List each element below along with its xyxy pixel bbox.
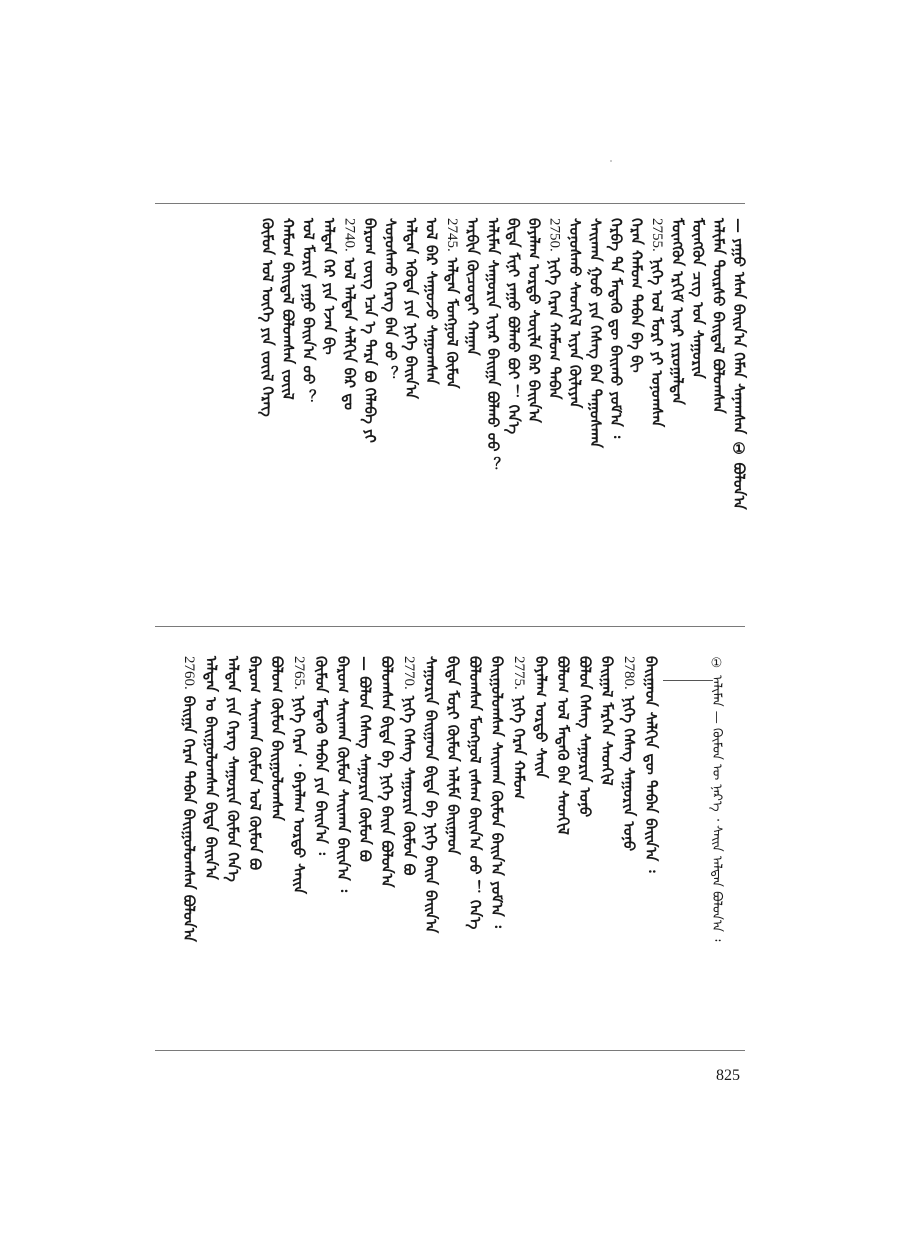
lower-line — [244, 656, 266, 1036]
line-text: ᠬᠠᠮᠤᠭ ᠪᠠᠢᠳᠠᠯ ᠪᠣᠯᠤᠭᠰᠠᠨ ᠵᠦᠢᠯ — [279, 218, 297, 400]
line-text: ᠪᠠᠢᠭᠠᠳ ᠰᠠᠯᠬᠢᠨ ᠳᠦ ᠲᠠᠪᠠᠨ ᠪᠠᠢᠨ᠎ᠠ ᠄ — [642, 656, 660, 873]
line-number: 2745. — [444, 218, 460, 252]
line-number: 2780. — [621, 656, 637, 690]
line-number: 2760. — [181, 656, 197, 690]
line-number: 2775. — [511, 656, 527, 690]
line-text: ᠠᠷᠪᠢᠨ ᠬᠦᠴᠦᠲᠡᠢ ᠬᠠᠭᠠᠨ — [463, 218, 482, 356]
line-text: ᠬᠡᠷᠡᠨ ᠬᠠᠮᠤᠭ ᠲᠠᠪᠠᠨ ᠪᠡ ᠪᠢ — [627, 218, 646, 373]
line-text: ᠠᠯᠲᠠᠨ ᠤ ᠪᠠᠢᠭᠤᠯᠤᠭᠰᠠᠨ ᠪᠢᠳᠡ ᠪᠠᠢᠨ᠎ᠠ — [202, 656, 220, 880]
line-text: ᠪᠢᠳᠡ ᠮᠢᠨᠢ ᠶᠠᠭᠤ ᠪᠣᠯᠬᠤ ᠪᠣᠢ ！ ᠭᠡᠨ᠎ᠡ — [504, 218, 523, 435]
lower-line — [354, 656, 376, 1036]
upper-line — [626, 218, 648, 618]
upper-line — [708, 218, 730, 618]
upper-line — [564, 218, 586, 618]
upper-line — [298, 218, 320, 618]
lower-line — [288, 656, 310, 1036]
lower-line — [442, 656, 464, 1036]
line-text: ᠨᠢᠭᠡ ᠬᠡᠷᠡᠨ ᠂ ᠪᠠᠶᠠᠯᠠᠭ ᠤᠷᠲᠤ ᠰᠠᠢᠨ — [290, 695, 308, 894]
line-text: ᠪᠣᠯᠤᠭᠰᠠᠨ ᠮᠣᠩᠭᠤᠯ ᠵᠠᠰᠠᠭ ᠪᠠᠢᠨ᠎ᠠ ᠤᠤ ！ ᠭᠡᠨ᠎ᠡ — [466, 656, 484, 930]
lower-line — [420, 656, 442, 1036]
upper-line — [380, 218, 402, 618]
line-text: ᠬᠦᠮᠦᠨ ᠮᠡᠳᠡᠬᠦ ᠲᠠᠪᠠᠨ ᠶᠢᠨ ᠪᠠᠢᠨ᠎ᠠ ᠄ — [312, 656, 330, 855]
line-text: ᠰᠠᠭᠤᠷᠢᠨ ᠪᠠᠢᠭᠠᠳ ᠪᠢᠳᠡ ᠪᠡ ᠨᠢᠭᠡ ᠪᠠᠢᠨ ᠪᠠᠢᠨ᠎ᠠ — [422, 656, 440, 934]
upper-line — [359, 218, 381, 618]
line-text: ᠠᠯᠢᠮᠠᠨ ᠳᠦᠷᠰᠦ ᠪᠠᠢᠳᠠᠯ ᠪᠣᠯᠤᠭᠰᠠᠨ — [709, 218, 728, 414]
lower-line — [398, 656, 420, 1036]
line-text: ᠪᠠᠷᠤᠭ ᠰᠠᠢᠬᠠᠨ ᠬᠦᠮᠦᠨ ᠰᠠᠢᠬᠠᠨ ᠪᠠᠢᠨ᠎ᠠ ᠄ — [334, 656, 352, 893]
upper-line — [605, 218, 627, 618]
line-text: ᠬᠦᠮᠦᠨ ᠤᠯ ᠦᠭᠡ ᠶᠢᠨ ᠵᠦᠢᠯ ᠬᠡᠷᠡᠭ — [258, 218, 277, 417]
line-text: ᠠᠯᠲᠠᠨ ᠡᠭᠦᠳᠡ ᠶᠢᠨ ᠨᠢᠭᠡ ᠪᠠᠢᠨ᠎ᠠ — [402, 218, 420, 399]
line-text: ᠪᠣᠯᠤᠨ ᠬᠡᠰᠡᠭ ᠰᠠᠭᠤᠷᠢᠨ ᠤᠨᠤ — [576, 656, 594, 818]
upper-line — [503, 218, 525, 618]
upper-line — [728, 218, 750, 618]
line-text: ᠤᠯ ᠪᠡᠷ ᠰᠠᠭᠤᠵᠤ ᠰᠠᠭᠤᠭᠰᠠᠨ — [422, 218, 441, 385]
upper-line — [667, 218, 689, 618]
line-text: ᠬᠡᠷᠪᠡ ᠲᠠ ᠮᠡᠳᠡᠬᠦ ᠳᠦ ᠪᠠᠢᠬᠤ ᠶᠤᠮ᠎ᠠ ᠄ — [607, 218, 625, 439]
line-text: ᠤᠯ ᠮᠣᠷᠢᠨ ᠶᠠᠭᠤ ᠪᠠᠢᠨ᠎ᠠ ᠤᠤ ？ — [299, 218, 318, 405]
line-text: ᠨᠢᠭᠡ ᠬᠡᠷᠡᠨ ᠬᠠᠮᠤᠭ — [510, 695, 528, 800]
line-text: ᠪᠠᠶᠠᠯᠠᠭ ᠤᠷᠲᠤ ᠰᠦᠢᠯᠡ ᠪᠡᠷ ᠪᠠᠢᠨ᠎ᠠ — [525, 218, 543, 423]
lower-line — [266, 656, 288, 1036]
upper-line — [523, 218, 545, 618]
lower-line — [552, 656, 574, 1036]
bottom-divider — [155, 1050, 745, 1051]
footnote-line: ① ᠠᠯᠢᠮᠠᠨ — ᠬᠦᠮᠦᠨ ᠦ ᠨᠡᠷ᠎ᠡ ᠂ ᠰᠠᠢᠨ ᠠᠯᠲᠠᠨ ᠪᠣᠯᠤᠨ᠎ᠠ ᠄ — [709, 656, 724, 942]
lower-line — [310, 656, 332, 1036]
upper-line — [462, 218, 484, 618]
line-text: ᠠᠯᠢᠮᠠᠨ ᠰᠠᠭᠤᠷᠢᠨ ᠢᠶᠠᠷ ᠪᠠᠢᠭᠠ ᠪᠣᠯᠬᠤ ᠤᠤ ？ — [484, 218, 502, 472]
lower-line — [508, 656, 530, 1036]
line-text: ᠨᠢᠭᠡ ᠬᠡᠰᠡᠭ ᠰᠠᠭᠤᠷᠢᠨ ᠤᠨᠤ — [620, 695, 638, 852]
lower-line — [618, 656, 640, 1036]
line-number: 2770. — [401, 656, 417, 690]
line-text: ᠠᠯᠲᠠᠨ ᠭᠡᠷ ᠶᠢᠨ ᠡᠵᠡᠨ ᠪᠢ — [320, 218, 338, 355]
upper-line — [646, 218, 668, 618]
upper-line — [441, 218, 463, 618]
lower-line — [200, 656, 222, 1036]
line-text: ᠪᠠᠢᠭᠤᠯᠤᠭᠰᠠᠨ ᠰᠠᠢᠬᠠᠨ ᠬᠦᠮᠦᠨ ᠪᠠᠢᠨ᠎ᠠ ᠶᠤᠮ᠎ᠠ ᠄ — [488, 656, 506, 928]
line-text: ᠪᠢᠳᠡ ᠮᠣᠷᠢ ᠬᠦᠮᠦᠨ ᠠᠯᠢᠮᠠ ᠪᠠᠢᠭᠠᠳ — [444, 656, 462, 855]
line-number: 2755. — [649, 218, 665, 252]
line-number: 2740. — [341, 218, 358, 252]
upper-line — [400, 218, 422, 618]
line-text: ᠪᠠᠢᠭᠠ ᠬᠡᠷᠡᠨ ᠲᠠᠪᠠᠨ ᠪᠠᠢᠭᠤᠯᠤᠭᠰᠠᠨ ᠪᠣᠯᠤᠨ᠎ᠠ — [180, 695, 198, 942]
lower-line — [640, 656, 662, 1036]
line-text: ᠠᠯᠲᠠᠨ ᠶᠢᠨ ᠬᠡᠷᠡᠭ ᠰᠠᠭᠤᠷᠢᠨ ᠬᠦᠮᠦᠨ ᠭᠡᠨ᠎ᠡ — [224, 656, 242, 882]
upper-line — [687, 218, 709, 618]
top-divider — [155, 203, 745, 204]
line-number: 2750. — [546, 218, 563, 252]
line-text: ᠪᠠᠷᠤᠭ ᠵᠦᠭ ᠡᠴᠡ ᠡ ᠲᠡᠷᠡ ᠪᠣ ᠬᠡᠯᠡᠪᠡ ᠶᠢ — [361, 218, 379, 443]
line-text: ᠨᠢᠭᠡ ᠬᠡᠷᠡᠨ ᠬᠠᠮᠤᠭ ᠲᠠᠪᠠᠨ — [545, 257, 564, 400]
line-text: ᠰᠠᠢᠬᠠᠨ ᠭᠣᠣ ᠶᠢᠨ ᠬᠡᠰᠡᠭ ᠪᠠᠨ ᠳᠠᠭᠤᠰᠬᠠᠨ — [586, 218, 605, 449]
line-text: — ᠪᠣᠯᠤᠨ ᠬᠡᠰᠡᠭ ᠰᠠᠭᠤᠷᠢᠨ ᠬᠦᠮᠦᠨ ᠪᠣ — [356, 656, 374, 862]
upper-line — [585, 218, 607, 618]
upper-line — [544, 218, 566, 618]
lower-line — [464, 656, 486, 1036]
lower-line — [376, 656, 398, 1036]
line-text: ᠮᠥᠩᠭᠦᠨ ᠴᠢᠭ ᠤᠨ ᠰᠠᠭᠤᠷᠢᠨ — [689, 218, 707, 379]
upper-line — [318, 218, 340, 618]
line-text: ᠪᠠᠢᠭᠠᠯ ᠮᠡᠷᠭᠡᠨ ᠰᠡᠳᠬᠢᠯ — [598, 656, 616, 786]
upper-line — [482, 218, 504, 618]
line-text: ᠰᠣᠨᠣᠰᠬᠤ ᠬᠡᠷᠡᠭ ᠪᠠᠨ ᠤᠤ ？ — [381, 218, 400, 381]
line-text: ᠪᠠᠷᠤᠭ ᠰᠠᠢᠬᠠᠨ ᠬᠦᠮᠦᠨ ᠤᠯ ᠬᠦᠮᠦᠨ ᠪᠣ — [246, 656, 264, 871]
line-text: ᠪᠣᠯᠤᠭᠰᠠᠨ ᠪᠢᠳᠡ ᠪᠡ ᠨᠢᠭᠡ ᠪᠠᠢᠨ ᠪᠣᠯᠤᠨ᠎ᠠ — [378, 656, 396, 888]
line-text: — ᠶᠠᠭᠤ ᠡᠰᠡᠨ ᠪᠠᠢᠨ᠎ᠠ ᠬᠡᠮᠡᠨ ᠰᠠᠨᠠᠭᠰᠠᠨ ① ᠪᠣᠯᠤᠨ᠎ᠠ — [730, 218, 748, 510]
line-text: ᠮᠥᠩᠭᠦᠨ ᠡᠷᠬᠢᠮ ᠢᠶᠡᠷ ᠶᠢᠷᠤᠭᠠᠯᠲᠠᠨ — [668, 218, 687, 405]
line-text: ᠤᠯ ᠠᠯᠲᠠᠨ ᠰᠠᠯᠬᠢᠨ ᠪᠠᠷ ᠳᠤ — [340, 257, 359, 410]
page-number: 825 — [716, 1067, 740, 1084]
line-text: ᠪᠣᠯᠤᠭ ᠤᠯ ᠮᠡᠳᠡᠬᠦ ᠪᠠᠨ ᠰᠡᠳᠬᠢᠯ — [554, 656, 572, 835]
line-text: ᠨᠢᠭᠡ ᠬᠡᠰᠡᠭ ᠰᠠᠭᠤᠷᠢᠨ ᠬᠦᠮᠦᠨ ᠪᠣ — [400, 695, 418, 876]
upper-line — [339, 218, 361, 618]
lower-line — [530, 656, 552, 1036]
upper-line — [277, 218, 299, 618]
line-number: 2765. — [291, 656, 307, 690]
line-text: ᠨᠢᠭᠡ ᠤᠯ ᠮᠣᠷᠢ ᠶᠢ ᠤᠨᠤᠭᠰᠠᠨ — [648, 257, 666, 428]
lower-line — [486, 656, 508, 1036]
page-speck — [610, 160, 612, 162]
lower-line — [574, 656, 596, 1036]
middle-divider — [155, 626, 745, 627]
line-text: ᠪᠣᠯᠤᠭ ᠬᠦᠮᠦᠨ ᠪᠠᠢᠭᠤᠯᠤᠭᠰᠠᠨ — [268, 656, 286, 821]
lower-line — [222, 656, 244, 1036]
upper-line — [257, 218, 279, 618]
line-text: ᠠᠯᠲᠠᠨ ᠮᠣᠩᠭᠤᠯ ᠬᠦᠮᠦᠨ — [443, 257, 461, 389]
line-text: ᠰᠣᠨᠣᠰᠬᠤ ᠰᠡᠳᠬᠢᠯ ᠢᠶᠡᠨ ᠬᠦᠯᠢᠶᠡᠨ — [566, 218, 584, 409]
lower-line — [596, 656, 618, 1036]
upper-line — [421, 218, 443, 618]
lower-line — [178, 656, 200, 1036]
lower-line — [332, 656, 354, 1036]
line-text: ᠪᠠᠶᠠᠯᠠᠭ ᠤᠷᠲᠤ ᠰᠠᠢᠨ — [532, 656, 550, 779]
